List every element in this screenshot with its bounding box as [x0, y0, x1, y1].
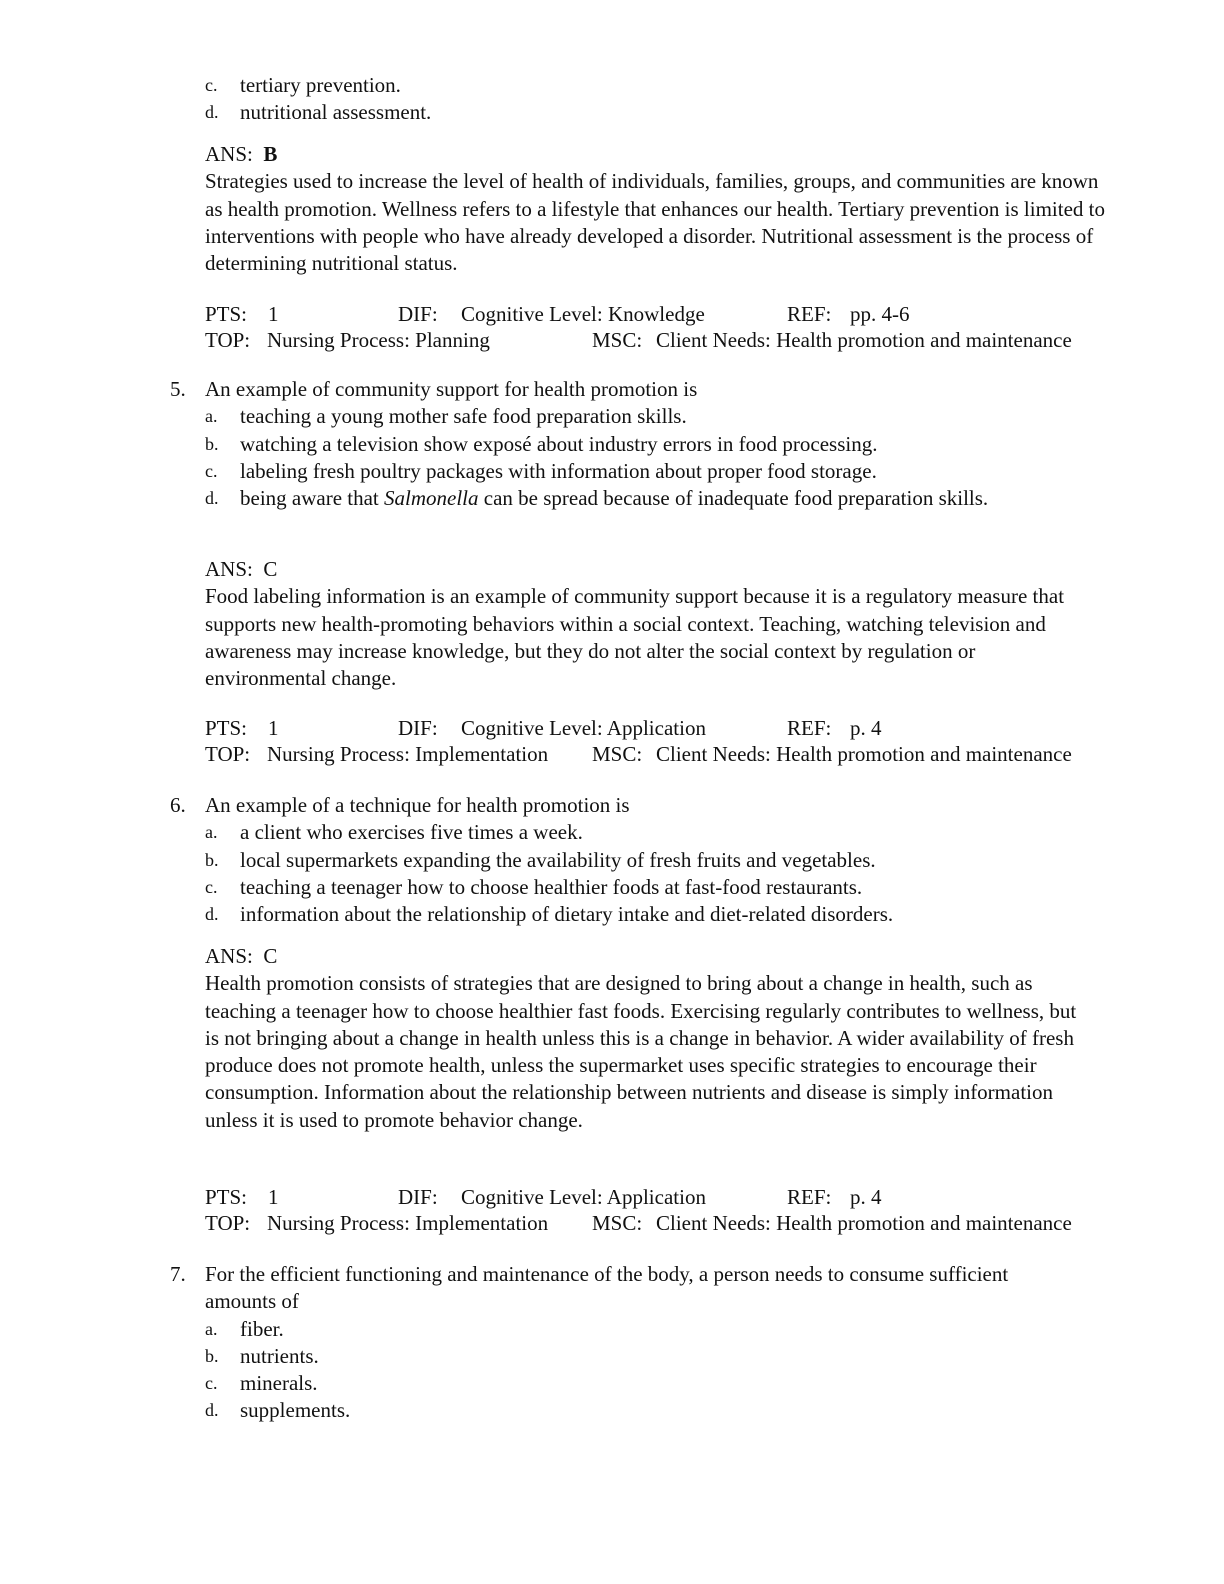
dif-label: DIF: [398, 716, 438, 740]
option-text: minerals. [240, 1371, 318, 1396]
top-value: Nursing Process: Implementation [267, 742, 549, 766]
option-c [0, 874, 1040, 901]
ref-value: p. 4 [850, 716, 882, 740]
option-text: nutrients. [240, 1343, 319, 1368]
option-text: teaching a young mother safe food preparation skills. [240, 404, 687, 429]
msc-value: Client Needs: Health promotion and maintenance [656, 328, 1072, 352]
option-letter: b. [205, 1345, 219, 1366]
question-5 [0, 376, 1224, 512]
top-label: TOP: [205, 1211, 251, 1235]
rationale: Health promotion consists of strategies that are designed to bring about a change in health, such as teaching a teenager how to choose healthier fast foods. Exercising regularly contributes to wellness, but is not bringing about a change in health unless this is a change in behavior. A wider availability of fresh produce does not promote health, unless the supermarket uses specific strategies to encourage their consumption. Information about the relationship between nutrients and disease is simply information unless it is used to promote behavior change. [205, 971, 1077, 1132]
option-text: tertiary prevention. [240, 73, 401, 97]
option-d [0, 485, 1030, 512]
top-value: Nursing Process: Implementation [267, 1211, 549, 1235]
dif-value: Cognitive Level: Application [461, 1185, 706, 1209]
question-stem: For the efficient functioning and maintenance of the body, a person needs to consume sufficient amounts of [205, 1262, 1009, 1314]
option-text: being aware that [240, 486, 385, 511]
option-b [0, 1343, 1040, 1370]
dif-label: DIF: [398, 1185, 438, 1209]
msc-value: Client Needs: Health promotion and maintenance [656, 742, 1072, 766]
answer-block [0, 141, 1224, 277]
ans-label: ANS: [205, 142, 253, 166]
option-text: local supermarkets expanding the availability of fresh fruits and vegetables. [240, 847, 876, 872]
msc-label: MSC: [592, 1211, 643, 1235]
option-text: teaching a teenager how to choose healthier foods at fast-food restaurants. [240, 874, 863, 899]
option-letter: d. [205, 904, 219, 925]
ref-value: p. 4 [850, 1185, 882, 1209]
top-value: Nursing Process: Planning [267, 328, 490, 352]
option-letter: c. [205, 75, 218, 95]
ref-label: REF: [787, 302, 832, 326]
rationale: Food labeling information is an example of community support because it is a regulatory measure that supports new health-promoting behaviors within a social context. Teaching, watching television and awareness may increase knowledge, but they do not alter the social context by regulation or environmental change. [205, 584, 1065, 691]
pts-label: PTS: [205, 716, 248, 740]
question-number: 5. [170, 377, 186, 401]
answer-block [0, 556, 1224, 692]
rationale: Strategies used to increase the level of health of individuals, families, groups, and communities are known as health promotion. Wellness refers to a lifestyle that enhances our health. Tertiary prevention is limited to interventions with people who have already developed a disorder. Nutritional assessment is the process of determining nutritional status. [205, 169, 1105, 276]
option-text: can be spread because of inadequate food preparation skills. [478, 486, 989, 511]
msc-label: MSC: [592, 742, 643, 766]
answer-value: C [263, 557, 278, 581]
option-letter: c. [205, 460, 218, 481]
meta-block [0, 1184, 1224, 1236]
option-letter: b. [205, 849, 219, 870]
option-text: watching a television show exposé about industry errors in food processing. [240, 431, 878, 456]
question-6 [0, 792, 1224, 928]
option-text: information about the relationship of dietary intake and diet-related disorders. [240, 902, 894, 927]
ref-label: REF: [787, 1185, 832, 1209]
option-text-italic: Salmonella [384, 486, 479, 511]
option-letter: a. [205, 406, 218, 427]
answer-value: B [263, 142, 278, 166]
option-c [0, 72, 1040, 99]
pts-value: 1 [268, 1185, 279, 1209]
msc-label: MSC: [592, 328, 643, 352]
option-d [0, 99, 1040, 126]
question-4-continued [0, 72, 1224, 127]
answer-value: C [263, 944, 278, 968]
option-letter: a. [205, 822, 218, 843]
dif-label: DIF: [398, 302, 438, 326]
option-a [0, 819, 1040, 846]
dif-value: Cognitive Level: Application [461, 716, 706, 740]
ans-label: ANS: [205, 557, 253, 581]
option-b [0, 431, 1040, 458]
option-a [0, 1316, 1040, 1343]
question-stem: An example of a technique for health promotion is [205, 793, 630, 817]
option-letter: b. [205, 433, 219, 454]
option-letter: c. [205, 876, 218, 897]
option-c [0, 458, 1040, 485]
option-text: supplements. [240, 1398, 351, 1423]
ans-label: ANS: [205, 944, 253, 968]
option-b [0, 847, 1040, 874]
option-d [0, 901, 1040, 928]
option-a [0, 403, 1040, 430]
answer-line [0, 141, 1224, 168]
option-letter: d. [205, 1400, 219, 1421]
dif-value: Cognitive Level: Knowledge [461, 302, 705, 326]
msc-value: Client Needs: Health promotion and maintenance [656, 1211, 1072, 1235]
option-text: a client who exercises five times a week. [240, 820, 583, 845]
pts-value: 1 [268, 302, 279, 326]
option-letter: c. [205, 1373, 218, 1394]
option-letter: d. [205, 488, 219, 509]
option-text: fiber. [240, 1316, 284, 1341]
option-text: labeling fresh poultry packages with information about proper food storage. [240, 458, 877, 483]
option-letter: d. [205, 102, 219, 123]
meta-block [0, 715, 1224, 767]
option-letter: a. [205, 1318, 218, 1339]
answer-block [0, 943, 1224, 1134]
pts-label: PTS: [205, 302, 248, 326]
option-c [0, 1370, 1040, 1397]
question-stem: An example of community support for health promotion is [205, 377, 698, 401]
ref-value: pp. 4-6 [850, 302, 910, 326]
ref-label: REF: [787, 716, 832, 740]
option-text: nutritional assessment. [240, 100, 432, 125]
question-7 [0, 1261, 1224, 1425]
top-label: TOP: [205, 742, 251, 766]
pts-value: 1 [268, 716, 279, 740]
question-number: 6. [170, 793, 186, 817]
meta-block [0, 301, 1224, 353]
pts-label: PTS: [205, 1185, 248, 1209]
question-number: 7. [170, 1262, 186, 1286]
option-d [0, 1397, 1040, 1424]
top-label: TOP: [205, 328, 251, 352]
